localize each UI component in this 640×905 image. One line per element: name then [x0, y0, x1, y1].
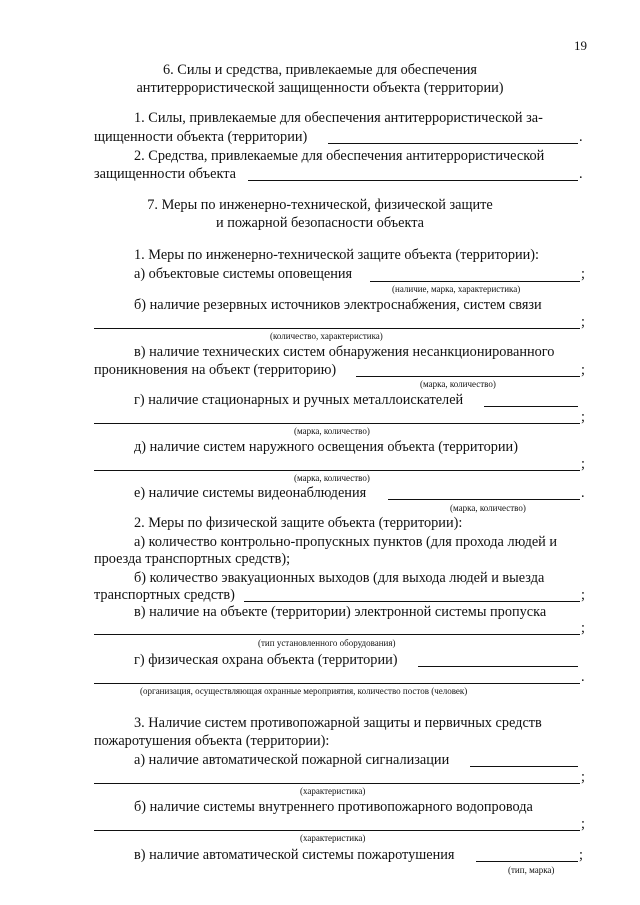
s3a-caption: (характеристика)	[300, 786, 366, 796]
s2g-caption: (организация, осуществляющая охранные мероприятия, количество постов (человек)	[140, 686, 468, 696]
s2b-fill-line	[244, 601, 580, 602]
s2a-line1: а) количество контрольно-пропускных пунктов (для прохода людей и	[134, 534, 558, 550]
s2g-fill-line-1	[418, 666, 578, 667]
s1-heading: 1. Меры по инженерно-технической защите объекта (территории):	[134, 247, 540, 263]
s2g-end: .	[581, 669, 585, 685]
s1v-line2: проникновения на объект (территорию)	[94, 362, 337, 378]
s2b-end: ;	[581, 587, 585, 603]
section6-title-line2: антитеррористической защищенности объекта (территории)	[136, 80, 504, 96]
s1v-end: ;	[581, 362, 585, 378]
s1d-fill-line	[94, 470, 580, 471]
s1v-line1: в) наличие технических систем обнаружения несанкционированного	[134, 344, 555, 360]
s2b-line1: б) количество эвакуационных выходов (для выхода людей и выезда	[134, 570, 545, 586]
section6-p2-line2: защищенности объекта	[94, 166, 236, 182]
section6-title-line1: 6. Силы и средства, привлекаемые для обеспечения	[163, 62, 477, 78]
s1a-fill-line	[370, 281, 580, 282]
s1b-text: б) наличие резервных источников электроснабжения, систем связи	[134, 297, 542, 313]
s2b-line2: транспортных средств)	[94, 587, 235, 603]
s1v-fill-line	[356, 376, 580, 377]
section6-p2-fill-line	[248, 180, 578, 181]
section6-p1-fill-line	[328, 143, 578, 144]
s1v-caption: (марка, количество)	[420, 379, 496, 389]
s2v-text: в) наличие на объекте (территории) электронной системы пропуска	[134, 604, 547, 620]
s3-line2: пожаротушения объекта (территории):	[94, 733, 330, 749]
s2a-line2: проезда транспортных средств);	[94, 551, 291, 567]
section6-p1-line1: 1. Силы, привлекаемые для обеспечения антитеррористической за-	[134, 110, 543, 126]
section6-p1-line2: щищенности объекта (территории)	[94, 129, 308, 145]
s2g-fill-line-2	[94, 683, 580, 684]
s3v-fill-line	[476, 861, 578, 862]
s2g-text: г) физическая охрана объекта (территории)	[134, 652, 398, 668]
s3a-fill-line-1	[470, 766, 578, 767]
section6-p2-end: .	[579, 166, 583, 182]
s1a-text: а) объектовые системы оповещения	[134, 266, 353, 282]
s1a-end: ;	[581, 266, 585, 282]
s3a-end: ;	[581, 769, 585, 785]
s3v-caption: (тип, марка)	[508, 865, 555, 875]
s1g-fill-line-2	[94, 423, 580, 424]
s3-line1: 3. Наличие систем противопожарной защиты и первичных средств	[134, 715, 542, 731]
section6-p1-end: .	[579, 129, 583, 145]
s2-heading: 2. Меры по физической защите объекта (территории):	[134, 515, 463, 531]
section7-title-line2: и пожарной безопасности объекта	[215, 215, 425, 231]
s2v-caption: (тип установленного оборудования)	[258, 638, 396, 648]
s1g-caption: (марка, количество)	[294, 426, 370, 436]
page-number: 19	[574, 38, 587, 53]
s3a-fill-line-2	[94, 783, 580, 784]
section7-title-line1: 7. Меры по инженерно-технической, физической защите	[147, 197, 493, 213]
s3b-end: ;	[581, 816, 585, 832]
s1g-text: г) наличие стационарных и ручных металлоискателей	[134, 392, 464, 408]
s1d-end: ;	[581, 456, 585, 472]
s2v-fill-line	[94, 634, 580, 635]
s2v-end: ;	[581, 620, 585, 636]
s1b-end: ;	[581, 314, 585, 330]
s1g-end: ;	[581, 409, 585, 425]
s1d-text: д) наличие систем наружного освещения объекта (территории)	[134, 439, 518, 455]
s1g-fill-line-1	[484, 406, 578, 407]
s1e-caption: (марка, количество)	[450, 503, 526, 513]
s3b-text: б) наличие системы внутреннего противопожарного водопровода	[134, 799, 533, 815]
s1d-caption: (марка, количество)	[294, 473, 370, 483]
s3v-end: ;	[579, 847, 583, 863]
s3a-text: а) наличие автоматической пожарной сигнализации	[134, 752, 450, 768]
s1e-text: е) наличие системы видеонаблюдения	[134, 485, 367, 501]
s1a-caption: (наличие, марка, характеристика)	[392, 284, 521, 294]
s3b-fill-line	[94, 830, 580, 831]
section6-p2-line1: 2. Средства, привлекаемые для обеспечения антитеррористической	[134, 148, 545, 164]
s1e-end: .	[581, 485, 585, 501]
s3b-caption: (характеристика)	[300, 833, 366, 843]
s3v-text: в) наличие автоматической системы пожаротушения	[134, 847, 455, 863]
s1e-fill-line	[388, 499, 580, 500]
s1b-fill-line	[94, 328, 580, 329]
s1b-caption: (количество, характеристика)	[270, 331, 383, 341]
